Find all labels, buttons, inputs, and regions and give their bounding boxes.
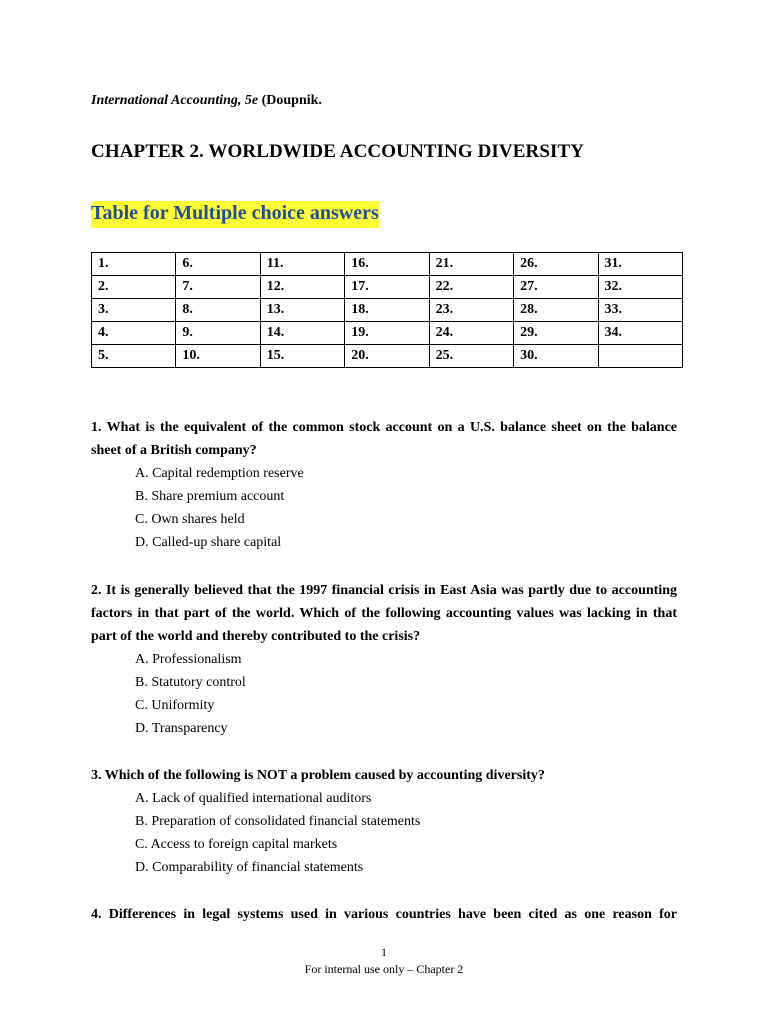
book-author: (Doupnik. (258, 93, 322, 108)
table-cell: 3. (92, 299, 176, 322)
question-3 (91, 764, 677, 879)
table-cell: 26. (514, 253, 598, 276)
answer-option: D. Comparability of financial statements (135, 860, 364, 875)
question-stem: 2. It is generally believed that the 1997 financial crisis in East Asia was partly due to accounting factors in that part of the world. Which of the following accounting values was lacking in that part of the world and thereby contributed to the crisis? (91, 583, 677, 644)
answer-option: C. Uniformity (135, 698, 215, 713)
answer-option: A. Lack of qualified international auditors (135, 791, 372, 806)
table-cell: 4. (92, 322, 176, 345)
table-cell: 12. (260, 276, 344, 299)
table-row (92, 322, 683, 345)
page-footer (0, 944, 768, 978)
footer-note: For internal use only – Chapter 2 (304, 962, 464, 976)
answer-option: D. Transparency (135, 721, 228, 736)
chapter-title: CHAPTER 2. WORLDWIDE ACCOUNTING DIVERSITY (91, 141, 585, 162)
table-cell: 6. (176, 253, 260, 276)
page-number: 1 (381, 945, 387, 959)
table-row (92, 253, 683, 276)
table-cell: 8. (176, 299, 260, 322)
table-row (92, 299, 683, 322)
table-cell: 21. (429, 253, 513, 276)
table-cell: 11. (260, 253, 344, 276)
answer-option: B. Preparation of consolidated financial statements (135, 814, 421, 829)
table-cell: 30. (514, 345, 598, 368)
table-cell: 22. (429, 276, 513, 299)
table-cell: 29. (514, 322, 598, 345)
table-cell: 2. (92, 276, 176, 299)
question-1 (91, 416, 677, 554)
table-cell: 18. (345, 299, 429, 322)
table-cell (598, 345, 682, 368)
book-title: International Accounting, 5e (91, 93, 259, 108)
table-cell: 20. (345, 345, 429, 368)
table-cell: 23. (429, 299, 513, 322)
table-cell: 13. (260, 299, 344, 322)
question-stem: 3. Which of the following is NOT a problem caused by accounting diversity? (91, 768, 545, 783)
table-cell: 16. (345, 253, 429, 276)
question-stem: 4. Differences in legal systems used in various countries have been cited as one reason for (91, 907, 677, 922)
answer-option: B. Statutory control (135, 675, 246, 690)
table-row (92, 345, 683, 368)
table-row (92, 276, 683, 299)
answer-option: B. Share premium account (135, 489, 285, 504)
table-cell: 28. (514, 299, 598, 322)
table-cell: 15. (260, 345, 344, 368)
table-heading: Table for Multiple choice answers (91, 201, 379, 228)
question-2 (91, 579, 677, 740)
table-cell: 31. (598, 253, 682, 276)
answer-option: D. Called-up share capital (135, 535, 282, 550)
answer-option: A. Capital redemption reserve (135, 466, 304, 481)
table-cell: 24. (429, 322, 513, 345)
question-stem: 1. What is the equivalent of the common stock account on a U.S. balance sheet on the balance sheet of a British company? (91, 420, 677, 458)
answer-option: A. Professionalism (135, 652, 242, 667)
table-cell: 5. (92, 345, 176, 368)
table-cell: 19. (345, 322, 429, 345)
book-reference (91, 93, 322, 109)
table-cell: 7. (176, 276, 260, 299)
answer-option: C. Own shares held (135, 512, 245, 527)
table-cell: 9. (176, 322, 260, 345)
question-4 (91, 903, 677, 926)
table-cell: 27. (514, 276, 598, 299)
table-cell: 14. (260, 322, 344, 345)
answer-option: C. Access to foreign capital markets (135, 837, 338, 852)
table-cell: 1. (92, 253, 176, 276)
table-cell: 32. (598, 276, 682, 299)
answer-table (91, 252, 683, 368)
table-cell: 34. (598, 322, 682, 345)
table-cell: 25. (429, 345, 513, 368)
table-cell: 17. (345, 276, 429, 299)
table-cell: 33. (598, 299, 682, 322)
table-cell: 10. (176, 345, 260, 368)
